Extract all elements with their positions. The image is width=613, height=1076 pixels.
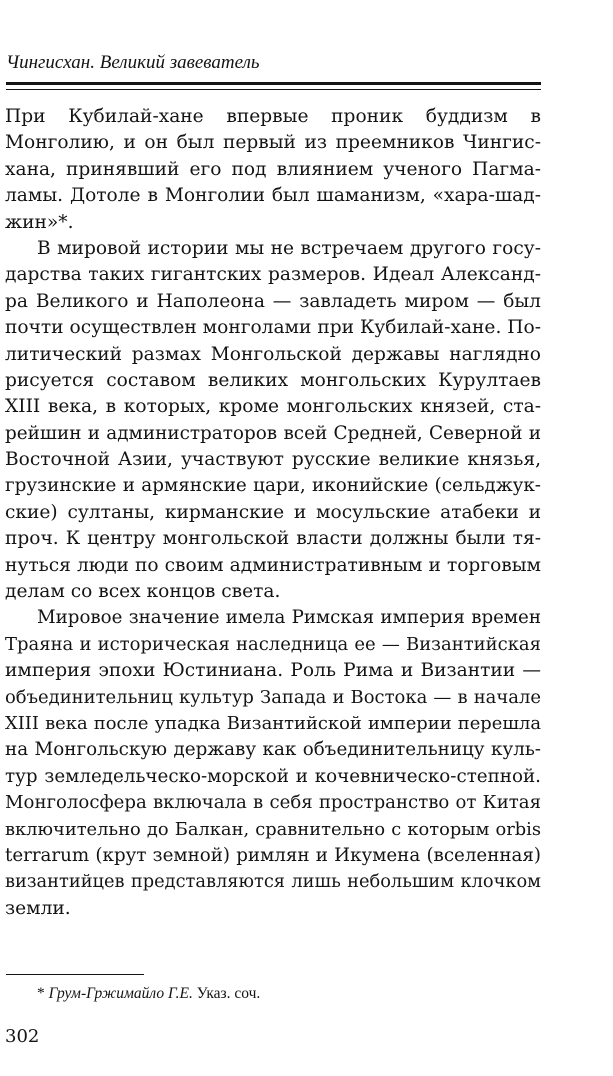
text-line: Траяна и историческая наследница ее — Византийская (5, 633, 541, 655)
text-line: жин»*. (5, 211, 74, 233)
text-line: византийцев представляются лишь небольшим клочком (5, 871, 541, 893)
header-rule-thick (6, 82, 541, 85)
header-rule-thin (6, 89, 541, 90)
text-line: литический размах Монгольской державы наглядно (5, 343, 541, 365)
running-head-title: Чингисхан. Великий завеватель (6, 52, 260, 73)
text-line: делам со всех концов света. (5, 581, 281, 603)
text-line: рейшин и администраторов всей Средней, Северной и (5, 422, 541, 444)
text-line: хана, принявший его под влиянием ученого Пагма- (5, 158, 541, 180)
text-line: Монголию, и он был первый из преемников Чингис- (5, 132, 541, 154)
text-line: ские) султаны, кирманские и мосульские атабеки и (5, 501, 541, 523)
text-line: Мировое значение имела Римская империя времен (37, 607, 541, 629)
text-line: В мировой истории мы не встречаем другого госу- (37, 237, 541, 259)
text-line: грузинские и армянские цари, иконийские (сельджук- (5, 475, 541, 497)
body-text (5, 104, 541, 922)
footnote-rule (6, 974, 144, 975)
text-line: Монголосфера включала в себя пространство от Китая (5, 792, 541, 814)
text-line: почти осуществлен монголами при Кубилай-хане. По- (5, 317, 541, 339)
text-line: земли. (5, 897, 71, 919)
footnote (37, 984, 260, 1004)
text-line: terrarum (крут земной) римлян и Икумена (вселенная) (5, 844, 541, 866)
text-line: рисуется составом великих монгольских Курултаев (5, 369, 541, 391)
footnote-marker: * (37, 985, 45, 1002)
text-line: объединительниц культур Запада и Востока — в начале (5, 686, 541, 708)
text-line: нуться люди по своим административным и торговым (5, 554, 541, 576)
text-line: дарства таких гигантских размеров. Идеал Александ- (5, 264, 541, 286)
text-line: При Кубилай-хане впервые проник буддизм в (5, 106, 541, 127)
text-line: Восточной Азии, участвуют русские великие князья, (5, 449, 541, 471)
text-line: проч. К центру монгольской власти должны были тя- (5, 528, 541, 550)
text-line: включительно до Балкан, сравнительно с которым orbis (5, 818, 541, 840)
text-line: империя эпохи Юстиниана. Роль Рима и Византии — (5, 660, 541, 682)
text-line: на Монгольскую державу как объединительницу куль- (5, 739, 541, 761)
text-line: ра Великого и Наполеона — завладеть миром — был (5, 290, 541, 312)
page-number: 302 (5, 1026, 40, 1047)
text-line: ламы. Дотоле в Монголии был шаманизм, «хара-шад- (5, 185, 541, 207)
text-line: XIII века после упадка Византийской империи перешла (5, 712, 541, 734)
footnote-source: Указ. соч. (196, 985, 261, 1002)
text-line: XIII века, в которых, кроме монгольских князей, ста- (5, 396, 541, 418)
text-line: тур земледельческо-морской и кочевническо-степной. (5, 765, 541, 787)
footnote-author: Грум-Гржимайло Г.Е. (48, 985, 193, 1002)
